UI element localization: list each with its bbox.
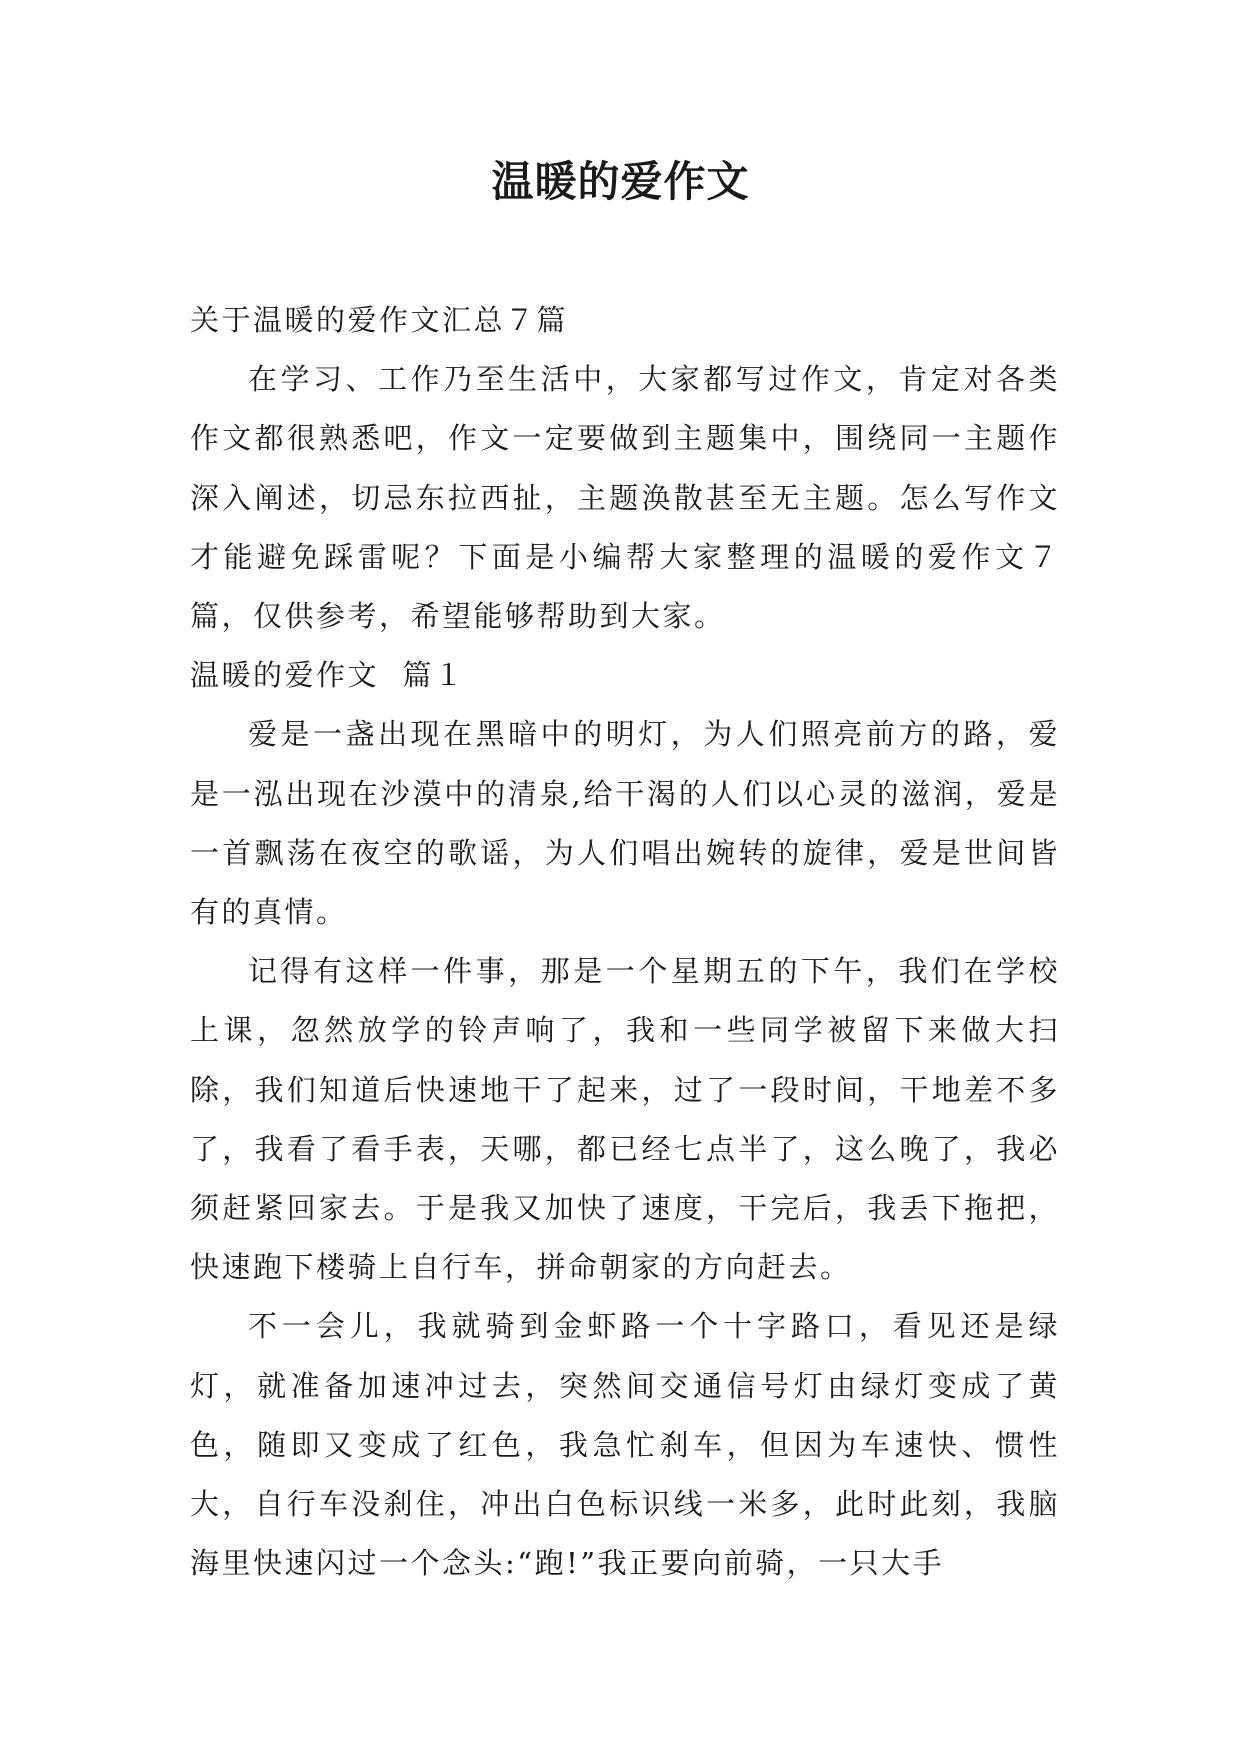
paragraph: 不一会儿，我就骑到金虾路一个十字路口，看见还是绿灯，就准备加速冲过去，突然间交通信号灯由绿灯变成了黄色，随即又变成了红色，我急忙刹车，但因为车速快、惯性大，自行车没刹住，冲出白色标识线一米多，此时此刻，我脑海里快速闪过一个念头:“跑!”我正要向前骑，一只大手 <box>190 1309 1060 1581</box>
paragraph: 爱是一盏出现在黑暗中的明灯，为人们照亮前方的路，爱是一泓出现在沙漠中的清泉,给干渴的人们以心灵的滋润，爱是一首飘荡在夜空的歌谣，为人们唱出婉转的旋律，爱是世间皆有的真情。 <box>190 717 1060 930</box>
subtitle: 关于温暖的爱作文汇总７篇 <box>190 303 569 337</box>
document-title: 温暖的爱作文 <box>491 157 750 206</box>
paragraph: 记得有这样一件事，那是一个星期五的下午，我们在学校上课，忽然放学的铃声响了，我和一些同学被留下来做大扫除，我们知道后快速地干了起来，过了一段时间，干地差不多了，我看了看手表，天哪，都已经七点半了，这么晚了，我必须赶紧回家去。于是我又加快了速度，干完后，我丢下拖把，快速跑下楼骑上自行车，拼命朝家的方向赶去。 <box>190 954 1060 1285</box>
section-heading: 温暖的爱作文 篇１ <box>190 658 466 693</box>
document-body <box>190 291 1060 1593</box>
intro-paragraph: 在学习、工作乃至生活中，大家都写过作文，肯定对各类作文都很熟悉吧，作文一定要做到主题集中，围绕同一主题作深入阐述，切忌东拉西扯，主题涣散甚至无主题。怎么写作文才能避免踩雷呢？下面是小编帮大家整理的温暖的爱作文７篇，仅供参考，希望能够帮助到大家。 <box>190 362 1060 634</box>
